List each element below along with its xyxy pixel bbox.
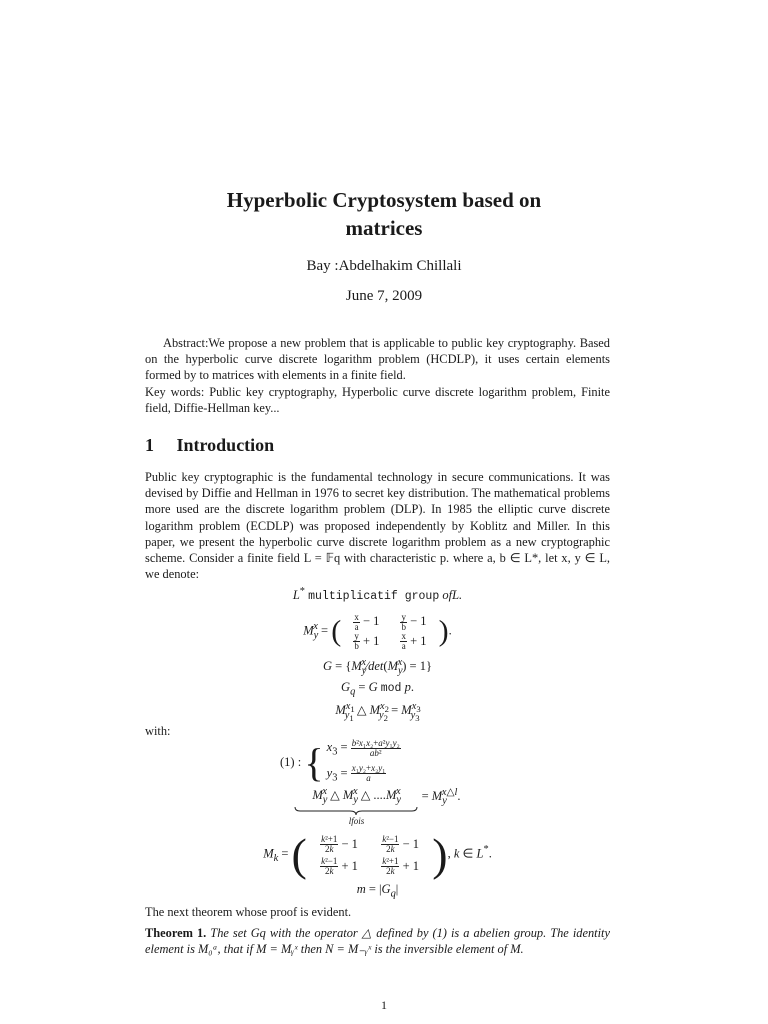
abstract (145, 335, 610, 384)
equation-power: $M_y^x$ △ $M_y^x$ △ $....M_y^x$ lfois = $M_y^{x\triangle l}$. (145, 786, 610, 826)
section-heading (145, 435, 274, 456)
underbrace-icon (294, 806, 418, 816)
date: June 7, 2009 (345, 288, 423, 304)
paper-title (0, 186, 768, 242)
section-title: Introduction (176, 435, 275, 455)
author: Bay :Abdelhakim Chillali (306, 258, 462, 274)
equation-G: $G = \{M_y^x⁄\det(M_y^x) = 1\}$ (323, 657, 432, 677)
eq-group-of: ofL. (442, 588, 463, 603)
keywords: Key words: Public key cryptography, Hyperbolic curve discrete logarithm problem, Finite field, Diffie-Hellman key... (145, 385, 610, 416)
with-label: with: (145, 724, 171, 738)
eq-mod: mod (380, 682, 402, 695)
system-label: (1) : (280, 755, 302, 769)
eq-group-label: multiplicatif group (308, 590, 440, 604)
equation-matrix-m: $M_y^x$ = ( $\frac{x}{a}$ − 1 $\frac{y}{b}$ − 1 $\frac{y}{b}$ + 1 $\frac{x}{a}$ + 1 ). (303, 611, 452, 652)
section-number: 1 (145, 435, 154, 455)
theorem-text: The set Gq with the operator △ defined by (1) is a abelien group. The identity element is M₀ᵃ, that if M = Mᵧˣ then N = M₋ᵧˣ is the inversible element of M. (145, 926, 610, 957)
title-line-2: matrices (345, 216, 423, 240)
next-theorem-text: The next theorem whose proof is evident. (145, 905, 352, 919)
brace-label: lfois (348, 815, 365, 826)
equation-matrix-mk: $M_k$ = ( $\frac{\text{k²+1}}{2k}$ − 1 $\frac{\text{k²−1}}{2k}$ − 1 $\frac{\text{k²−1}}{2k}$ + 1 $\frac{\text{k²+1}}{2k}$ + 1 ), k ∈ L*. (263, 829, 492, 880)
equation-m: $m = |G_q|$ (356, 882, 399, 900)
equation-Gq: $G_q = G$ mod p. (341, 680, 414, 698)
introduction-text: Public key cryptographic is the fundamental technology in secure communications. It was devised by Diffie and Hellman in 1976 to secret key distribution. The mathematical problems more used are the discrete logarithm problem (DLP). In 1985 the elliptic curve discrete logarithm problem (ECDLP) was proposed independently by Koblitz and Miller. In this paper, we present the hyperbolic curve discrete logarithm problem as a new cryptographic scheme. Consider a finite field L = 𝔽q with characteristic p. where a, b ∈ L*, let x, y ∈ L, we denote: (145, 470, 610, 582)
equation-group: L* multiplicatif group ofL. (292, 586, 463, 604)
equation-system: (1) : { $x_3$ = $\frac{\text{b²x₁x₂+a²y₁y₂}}{\text{ab²}}$ $y_3$ = $\frac{\text{x₁y₂+x₂y₁}}{a}$ (280, 737, 400, 785)
page-number: 1 (381, 998, 387, 1012)
abstract-text: Abstract:We propose a new problem that is applicable to public key cryptography. Based on the hyperbolic curve discrete logarithm problem (HCDLP), it uses certain elements formed by to matrices with elements in a finite field. (145, 336, 610, 383)
equation-operation: $M^{x_1}_{y_1}$ △ $M^{x_2}_{y_2} = M^{x_3}_{y_3}$ (335, 701, 421, 723)
theorem (145, 925, 610, 957)
title-line-1: Hyperbolic Cryptosystem based on (226, 188, 542, 212)
theorem-label: Theorem 1. (145, 926, 207, 940)
